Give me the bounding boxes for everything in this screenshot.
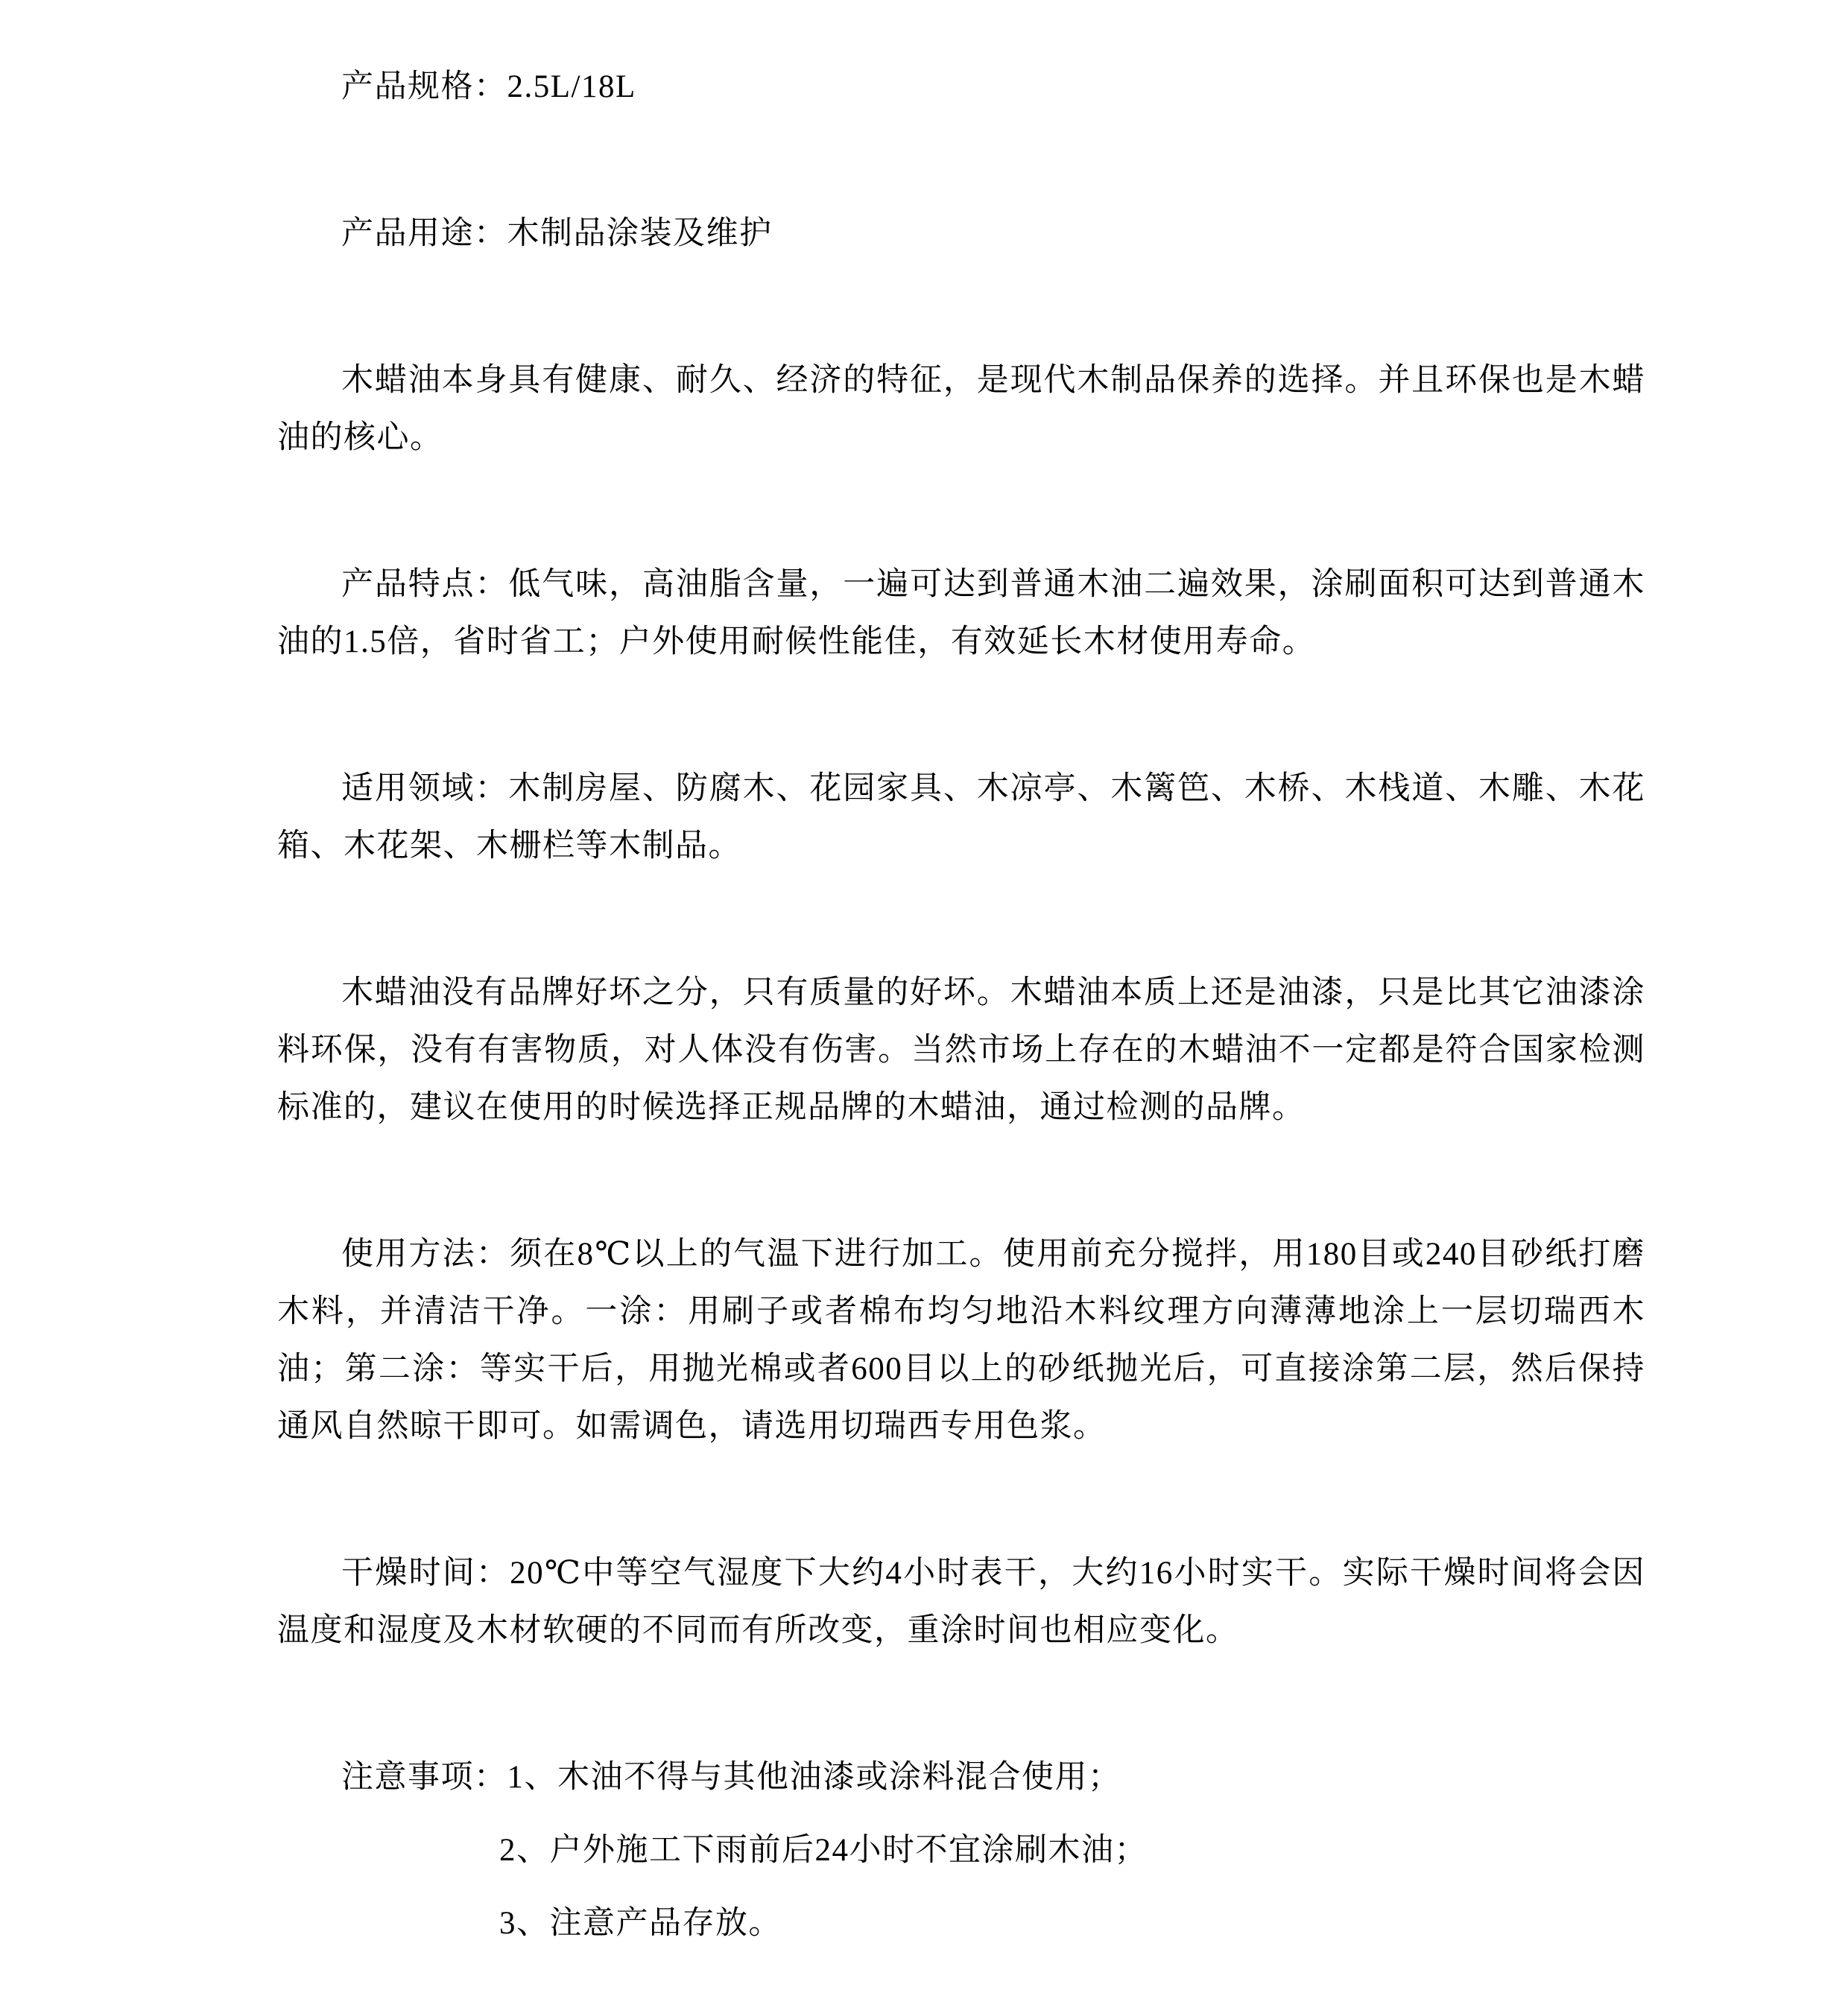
paragraph-notes-item-1: 注意事项：1、木油不得与其他油漆或涂料混合使用； bbox=[341, 1760, 1121, 1795]
document-body bbox=[277, 58, 1645, 1952]
paragraph-brand-quality: 木蜡油没有品牌好坏之分，只有质量的好坏。木蜡油本质上还是油漆，只是比其它油漆涂料环保，没有有害物质，对人体没有伤害。当然市场上存在的木蜡油不一定都是符合国家检测标准的，建议在使用的时候选择正规品牌的木蜡油，通过检测的品牌。 bbox=[277, 975, 1645, 1125]
paragraph-product-usage: 产品用途：木制品涂装及维护 bbox=[341, 216, 773, 251]
paragraph-usage-method: 使用方法：须在8℃以上的气温下进行加工。使用前充分搅拌，用180目或240目砂纸打磨木料，并清洁干净。一涂：用刷子或者棉布均匀地沿木料纹理方向薄薄地涂上一层切瑞西木油；第二涂：等实干后，用抛光棉或者600目以上的砂纸抛光后，可直接涂第二层，然后保持通风自然晾干即可。如需调色，请选用切瑞西专用色浆。 bbox=[277, 1237, 1645, 1444]
paragraph-applicable-areas: 适用领域：木制房屋、防腐木、花园家具、木凉亭、木篱笆、木桥、木栈道、木雕、木花箱、木花架、木栅栏等木制品。 bbox=[277, 771, 1645, 864]
paragraph-product-spec: 产品规格：2.5L/18L bbox=[341, 69, 636, 104]
paragraph-product-features: 产品特点：低气味，高油脂含量，一遍可达到普通木油二遍效果，涂刷面积可达到普通木油的1.5倍，省时省工；户外使用耐候性能佳，有效延长木材使用寿命。 bbox=[277, 567, 1645, 659]
paragraph-intro: 木蜡油本身具有健康、耐久、经济的特征，是现代木制品保养的选择。并且环保也是木蜡油的核心。 bbox=[277, 363, 1645, 455]
paragraph-notes-item-2: 2、户外施工下雨前后24小时不宜涂刷木油； bbox=[499, 1833, 1148, 1868]
paragraph-notes-item-3: 3、注意产品存放。 bbox=[499, 1906, 782, 1941]
paragraph-drying-time: 干燥时间：20℃中等空气湿度下大约4小时表干，大约16小时实干。实际干燥时间将会因温度和湿度及木材软硬的不同而有所改变，重涂时间也相应变化。 bbox=[277, 1556, 1645, 1648]
